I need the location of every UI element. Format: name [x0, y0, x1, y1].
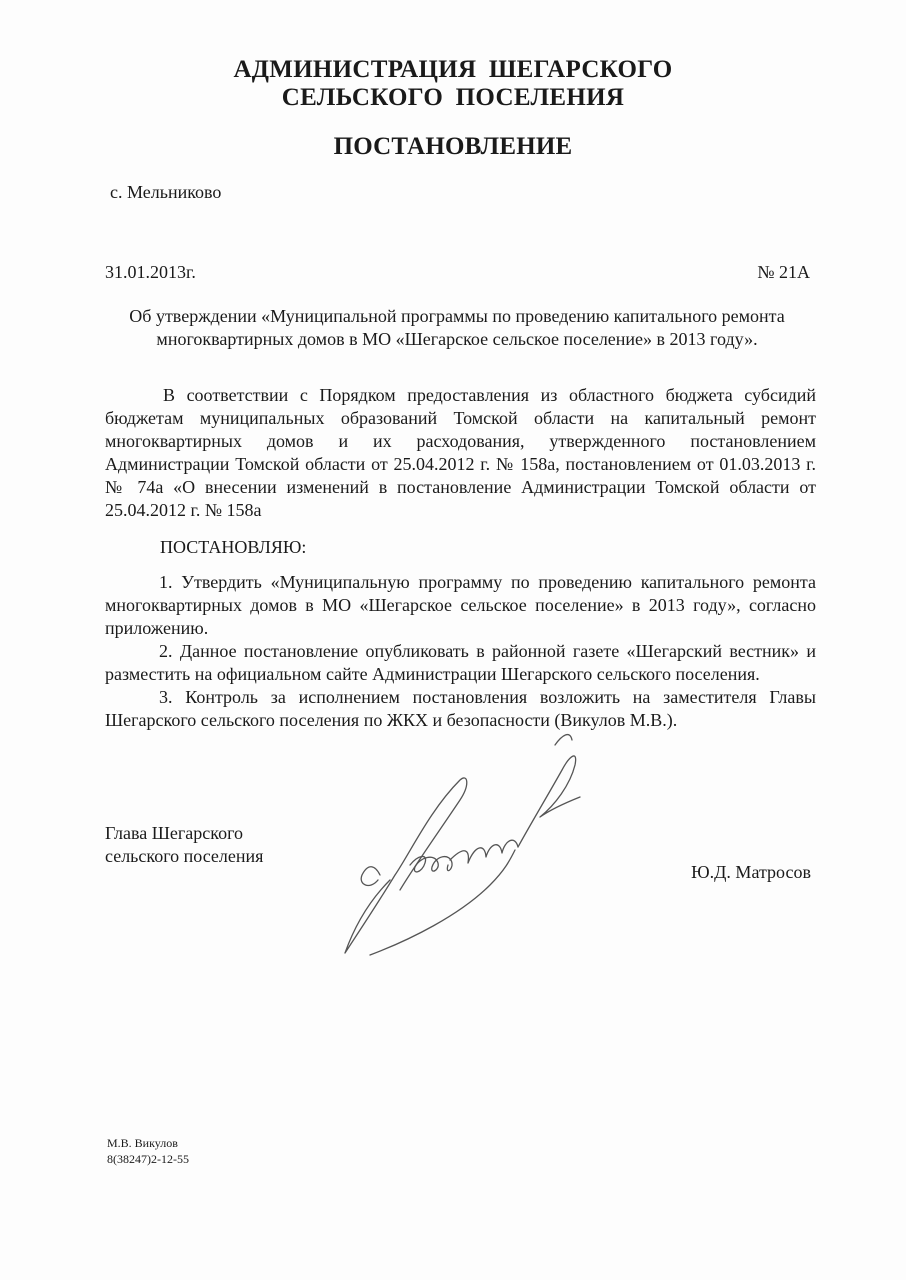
decree-item-2: 2. Данное постановление опубликовать в районной газете «Шегарский вестник» и разместить на официальном сайте Администрации Шегарского сельского поселения.: [105, 641, 816, 684]
place-of-issue: с. Мельниково: [110, 182, 222, 202]
handwritten-signature: [300, 725, 600, 975]
executor-info: [107, 1135, 189, 1167]
document-subject: Об утверждении «Муниципальной программы по проведению капитального ремонта многоквартирных домов в МО «Шегарское сельское поселение» в 2013 году».: [129, 306, 785, 349]
decree-item-1: 1. Утвердить «Муниципальную программу по проведению капитального ремонта многоквартирных домов в МО «Шегарское сельское поселение» в 2013 году», согласно приложению.: [105, 572, 816, 638]
document-date: 31.01.2013г.: [105, 262, 196, 282]
signatory-title-line2: сельского поселения: [105, 846, 264, 866]
signatory-title-line1: Глава Шегарского: [105, 823, 244, 843]
decree-items: [105, 571, 816, 732]
signatory-name: Ю.Д. Матросов: [691, 862, 811, 882]
preamble-paragraph: В соответствии с Порядком предоставления из областного бюджета субсидий бюджетам муниципальных образований Томской области на капитальный ремонт многоквартирных домов и их расходования, утвержденного постановлением Администрации Томской области от 25.04.2012 г. № 158а, постановлением от 01.03.2013 г. № 74а «О внесении изменений в постановление Администрации Томской области от 25.04.2012 г. № 158а: [105, 385, 816, 520]
decree-word: ПОСТАНОВЛЯЮ:: [160, 537, 307, 557]
organization-name-line1: АДМИНИСТРАЦИЯ ШЕГАРСКОГО: [233, 56, 673, 83]
executor-phone: 8(38247)2-12-55: [107, 1152, 189, 1166]
signatory-title: [105, 822, 263, 868]
decree-item-3: 3. Контроль за исполнением постановления возложить на заместителя Главы Шегарского сельского поселения по ЖКХ и безопасности (Викулов М.В.).: [105, 687, 816, 730]
executor-name: М.В. Викулов: [107, 1136, 178, 1150]
document-number: № 21А: [757, 262, 810, 282]
document-type-title: ПОСТАНОВЛЕНИЕ: [333, 133, 573, 160]
organization-name-line2: СЕЛЬСКОГО ПОСЕЛЕНИЯ: [281, 84, 625, 111]
